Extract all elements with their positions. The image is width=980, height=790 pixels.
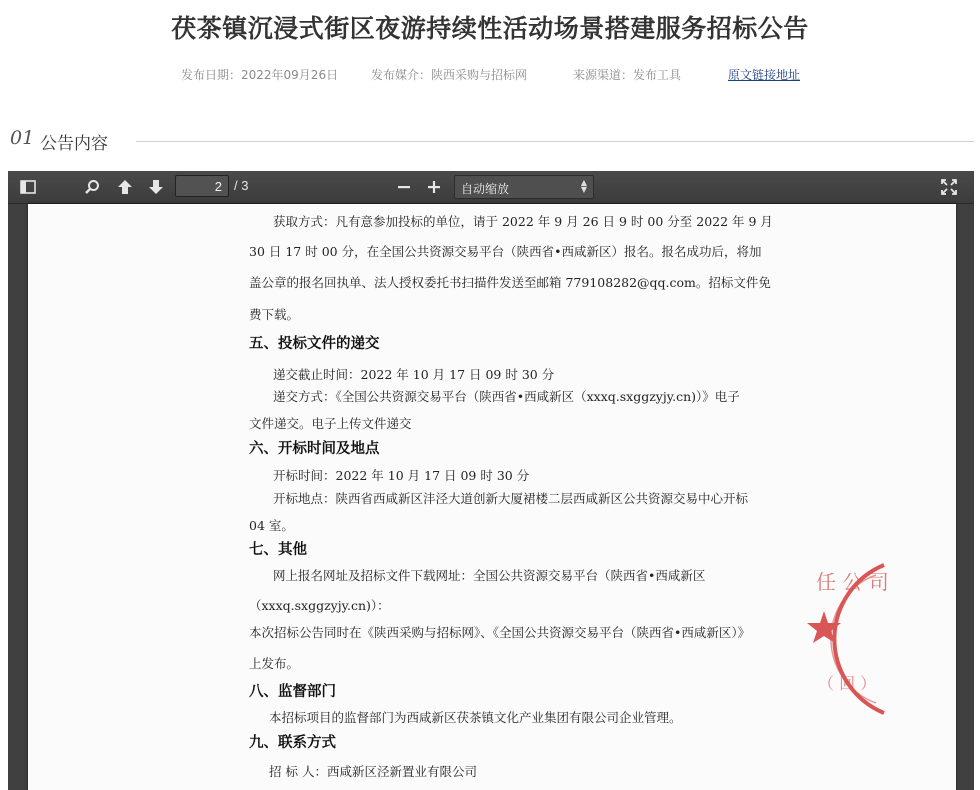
zoom-out-button[interactable]: [391, 175, 417, 199]
search-button[interactable]: [79, 175, 105, 199]
zoom-in-button[interactable]: [421, 175, 447, 199]
document-line: 本次招标公告同时在《陕西采购与招标网》、《全国公共资源交易平台（陕西省•西咸新区）》: [249, 625, 751, 640]
document-line: 30 日 17 时 00 分，在全国公共资源交易平台（陕西省•西咸新区）报名。报名成功后，将加: [249, 244, 762, 259]
document-line: 盖公章的报名回执单、法人授权委托书扫描件发送至邮箱 779108282@qq.com。招标文件免: [249, 275, 771, 290]
section-heading: 八、监督部门: [249, 684, 336, 700]
source-channel: 来源渠道：发布工具: [573, 68, 682, 82]
next-page-button[interactable]: [143, 175, 169, 199]
section-heading: 九、联系方式: [249, 735, 336, 751]
zoom-select-value: 自动缩放: [461, 182, 510, 196]
section-heading: 六、开标时间及地点: [249, 441, 380, 457]
section-divider: [136, 141, 974, 142]
sidebar-toggle-icon: [20, 180, 36, 194]
zoom-out-icon: [397, 180, 411, 194]
document-line: 文件递交。电子上传文件递交: [249, 416, 412, 431]
document-line: 开标地点：陕西省西咸新区沣泾大道创新大厦裙楼二层西咸新区公共资源交易中心开标: [273, 491, 749, 506]
document-line: 招 标 人：西咸新区泾新置业有限公司: [269, 764, 477, 779]
page-up-icon: [117, 179, 133, 195]
zoom-in-icon: [427, 180, 441, 194]
select-arrows-icon: ▲ ▼: [580, 178, 587, 194]
fullscreen-icon: [941, 179, 957, 195]
document-line: 04 室。: [249, 518, 294, 533]
search-icon: [84, 179, 100, 195]
document-line: 费下载。: [249, 307, 300, 322]
pdf-page: [28, 204, 956, 790]
page-number-input[interactable]: [175, 175, 229, 197]
document-line: 开标时间：2022 年 10 月 17 日 09 时 30 分: [273, 468, 530, 483]
section-number: 01: [10, 127, 35, 149]
publish-date: 发布日期：2022年09月26日: [181, 68, 339, 82]
section-heading: 五、投标文件的递交: [249, 336, 380, 352]
document-line: 递交方式：《全国公共资源交易平台（陕西省•西咸新区（xxxq.sxggzyjy.cn)）》电子: [273, 389, 740, 404]
page-total: / 3: [234, 178, 249, 193]
sidebar-toggle-button[interactable]: [15, 175, 41, 199]
section-label: 公告内容: [40, 134, 108, 154]
page-down-icon: [148, 179, 164, 195]
section-heading: 七、其他: [249, 542, 307, 558]
fullscreen-button[interactable]: [936, 175, 962, 199]
company-seal-icon: [794, 559, 890, 719]
previous-page-button[interactable]: [112, 175, 138, 199]
zoom-select[interactable]: [454, 175, 594, 199]
document-line: 上发布。: [249, 656, 300, 671]
pdf-viewer: [8, 171, 974, 790]
document-line: 网上报名网址及招标文件下载网址：全国公共资源交易平台（陕西省•西咸新区: [273, 568, 706, 583]
document-line: 递交截止时间：2022 年 10 月 17 日 09 时 30 分: [273, 367, 555, 382]
publish-media: 发布媒介：陕西采购与招标网: [371, 68, 528, 82]
original-link[interactable]: 原文链接地址: [728, 68, 801, 82]
pdf-toolbar: [8, 171, 974, 204]
document-line: 本招标项目的监督部门为西咸新区茯茶镇文化产业集团有限公司企业管理。: [269, 710, 682, 725]
section-header: [10, 127, 974, 153]
svg-text:任 公 司: 任 公 司: [816, 570, 889, 594]
document-line: （xxxq.sxggzyjy.cn)）：: [249, 598, 390, 613]
svg-text:（ 回 ）: （ 回 ）: [818, 674, 877, 693]
page-title: 茯茶镇沉浸式街区夜游持续性活动场景搭建服务招标公告: [171, 14, 809, 43]
document-line: 获取方式：凡有意参加投标的单位，请于 2022 年 9 月 26 日 9 时 00 分至 2022 年 9 月: [273, 214, 773, 229]
